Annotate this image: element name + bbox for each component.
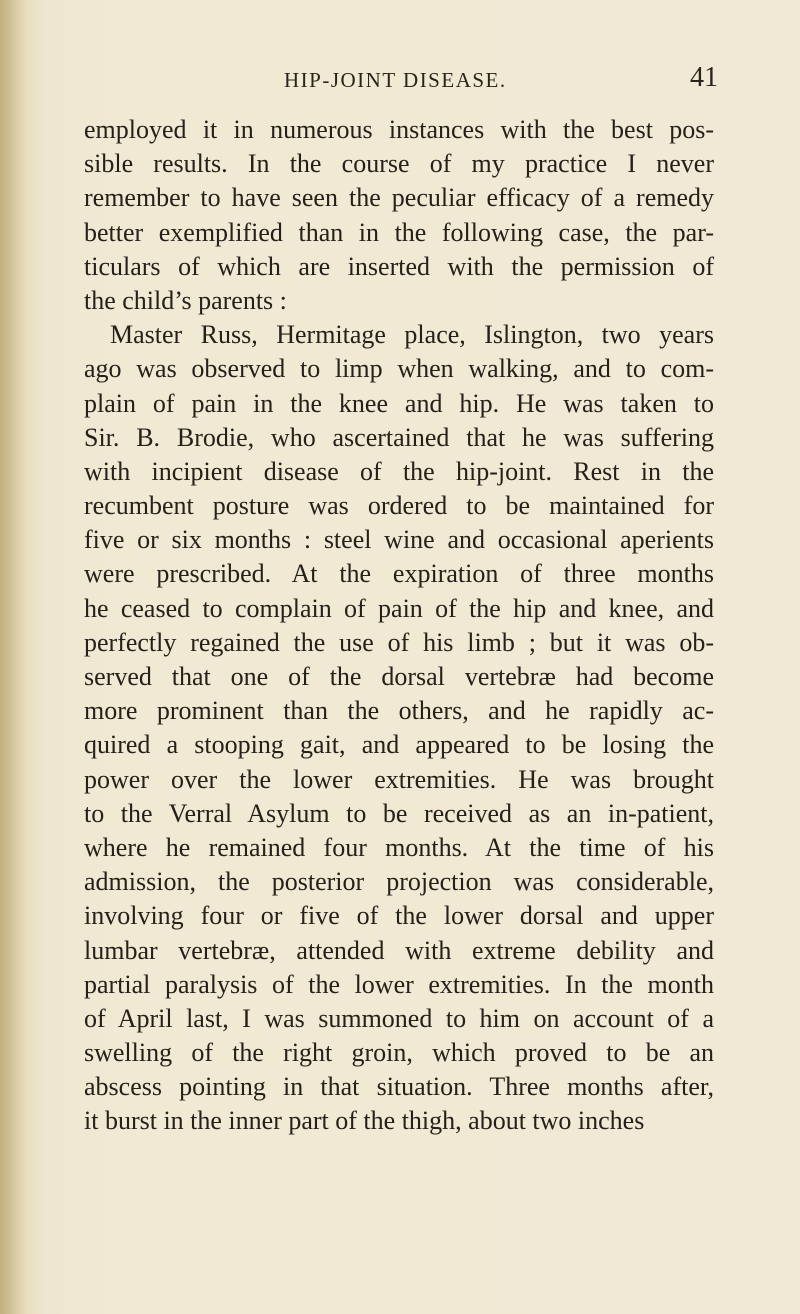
text-line: better exemplified than in the following case, the par- [84,217,714,247]
text-line: five or six months : steel wine and occasional aperients [84,525,714,555]
running-title: HIP-JOINT DISEASE. [284,68,507,92]
text-line: more prominent than the others, and he rapidly ac- [84,696,714,726]
text-line: served that one of the dorsal vertebræ had become [84,662,714,691]
text-line: power over the lower extremities. He was brought [84,764,714,794]
text-line: he ceased to complain of pain of the hip and knee, and [84,593,714,623]
text-line: were prescribed. At the expiration of three months [84,559,714,589]
text-line: it burst in the inner part of the thigh, about two inches [84,1106,645,1136]
text-line: ago was observed to limp when walking, and to com- [84,354,714,384]
text-line: to the Verral Asylum to be received as an in-patient, [84,798,714,828]
spine-shadow [0,0,26,1314]
text-line: recumbent posture was ordered to be maintained for [84,491,714,521]
text-line: perfectly regained the use of his limb ; but it was ob- [84,627,714,657]
body-text [84,113,714,1139]
running-head [84,62,718,102]
text-line: of April last, I was summoned to him on account of a [84,1003,714,1033]
text-line: ticulars of which are inserted with the permission of [84,251,714,281]
text-line: partial paralysis of the lower extremities. In the month [84,969,714,999]
text-line: employed it in numerous instances with the best pos- [84,115,714,144]
text-line: Sir. B. Brodie, who ascertained that he was suffering [84,422,714,452]
text-line: remember to have seen the peculiar efficacy of a remedy [84,183,714,213]
page-number: 41 [690,62,718,93]
text-line: plain of pain in the knee and hip. He was taken to [84,388,714,418]
text-line: where he remained four months. At the time of his [84,832,714,862]
text-line: swelling of the right groin, which proved to be an [84,1038,714,1068]
text-line: the child’s parents : [84,285,287,315]
text-line: abscess pointing in that situation. Three months after, [84,1072,714,1102]
text-line: sible results. In the course of my practice I never [84,149,714,179]
text-line: admission, the posterior projection was considerable, [84,867,714,897]
text-line: with incipient disease of the hip-joint. Rest in the [84,456,714,486]
text-line: quired a stooping gait, and appeared to be losing the [84,730,714,760]
text-line: lumbar vertebræ, attended with extreme debility and [84,935,714,965]
text-line: Master Russ, Hermitage place, Islington, two years [110,320,714,350]
text-line: involving four or five of the lower dorsal and upper [84,901,714,931]
